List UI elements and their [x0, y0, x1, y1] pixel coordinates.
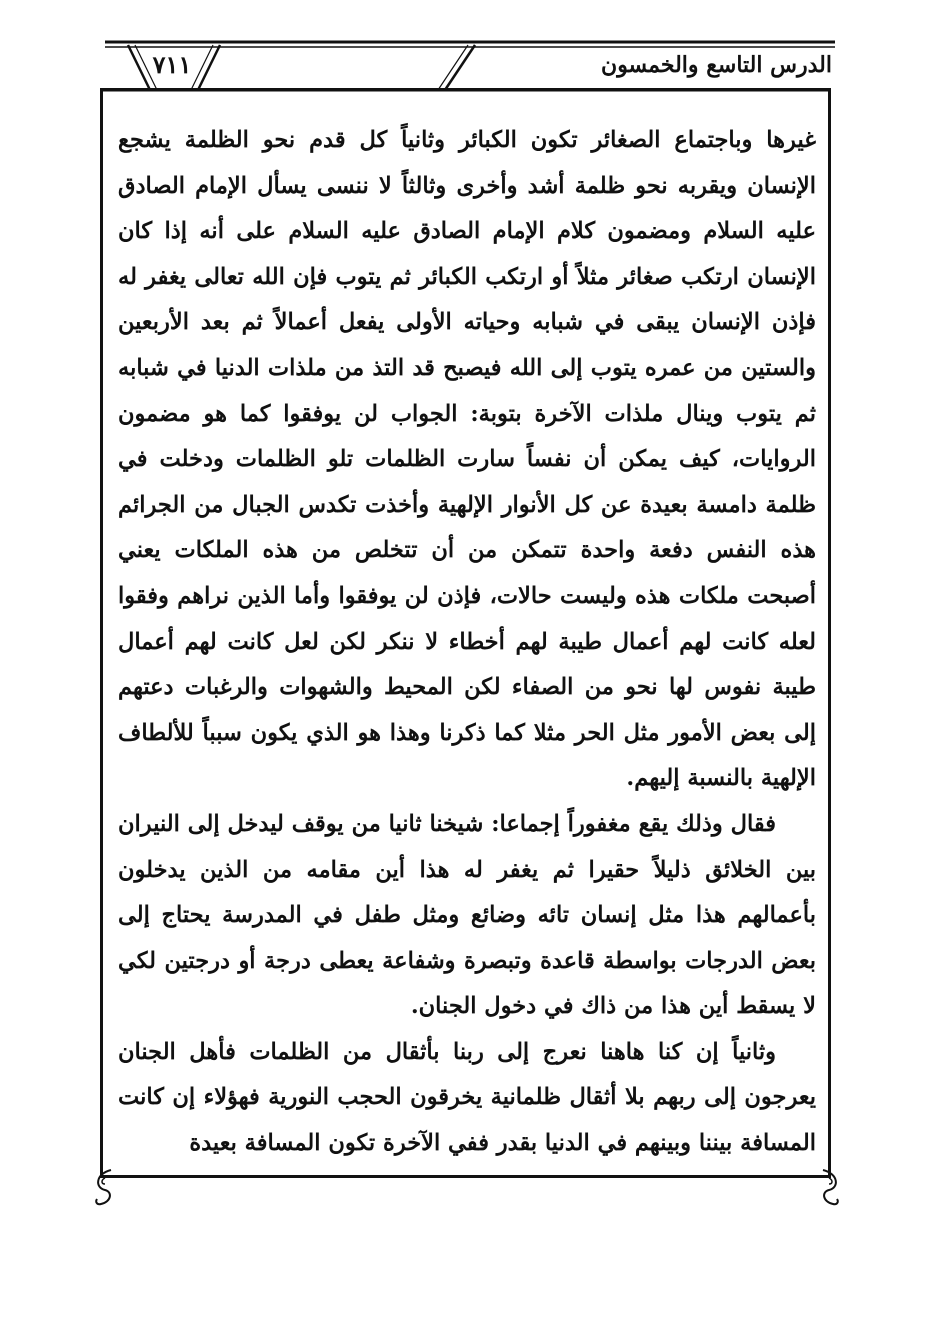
corner-ornament-icon [91, 1168, 117, 1208]
paragraph-1: غيرها وباجتماع الصغائر تكون الكبائر وثانياً كل قدم نحو الظلمة يشجع الإنسان ويقربه نحو ظلمة أشد وأخرى وثالثاً لا ننسى يسأل الإمام الصادق عليه السلام ومضمون كلام الإمام الصادق عليه السلام على أنه إذا كان الإنسان ارتكب صغائر مثلاً أو ارتكب الكبائر ثم يتوب فإن الله تعالى يغفر له فإذن الإنسان يبقى في شبابه وحياته الأولى يفعل أعمالاً ثم بعد الأربعين والستين من عمره يتوب إلى الله فيصبح قد التذ من ملذات الدنيا في شبابه ثم يتوب وينال ملذات الآخرة بتوبة: الجواب لن يوفقوا كما هو مضمون الروايات، كيف يمكن أن نفساً سارت الظلمات تلو الظلمات ودخلت في ظلمة دامسة بعيدة عن كل الأنوار الإلهية وأخذت تكدس الجبال من الجرائم هذه النفس دفعة واحدة تتمكن من أن تتخلص من هذه الملكات يعني أصبحت ملكات هذه وليست حالات، فإذن لن يوفقوا وأما الذين نراهم وفقوا لعله كانت لهم أعمال طيبة لهم أخطاء لا ننكر لكن لعل كانت لهم أعمال طيبة نفوس لها نحو من الصفاء لكن المحيط والشهوات والرغبات دعتهم إلى بعض الأمور مثل الحر مثلا كما ذكرنا وهذا هو الذي يكون سبباً للألطاف الإلهية بالنسبة إليهم. [118, 127, 816, 792]
chapter-title: الدرس التاسع والخمسون [601, 52, 832, 78]
paragraph-3: وثانياً إن كنا هاهنا نعرج إلى ربنا بأثقال من الظلمات فأهل الجنان يعرجون إلى ربهم بلا أثقال ظلمانية يخرقون الحجب النورية فهؤلاء إن كانت المسافة بيننا وبينهم في الدنيا بقدر ففي الآخرة تكون المسافة بعيدة [118, 1038, 816, 1157]
corner-ornament-icon [817, 1168, 843, 1208]
text-body [118, 118, 816, 1167]
page-number: ٧١١ [152, 50, 192, 79]
paragraph-2: فقال وذلك يقع مغفوراً إجماعا: شيخنا ثانيا من يوقف ليدخل إلى النيران بين الخلائق ذليلاً حقيرا ثم يغفر له هذا أين مقامه من الذين يدخلون بأعمالهم هذا مثل إنسان تائه وضائع ومثل طفل في المدرسة يحتاج إلى بعض الدرجات بواسطة قاعدة وتبصرة وشفاعة يعطى درجة أو درجتين لكي لا يسقط أين هذا من ذاك في دخول الجنان. [118, 810, 816, 1020]
header-ornament [0, 0, 939, 100]
